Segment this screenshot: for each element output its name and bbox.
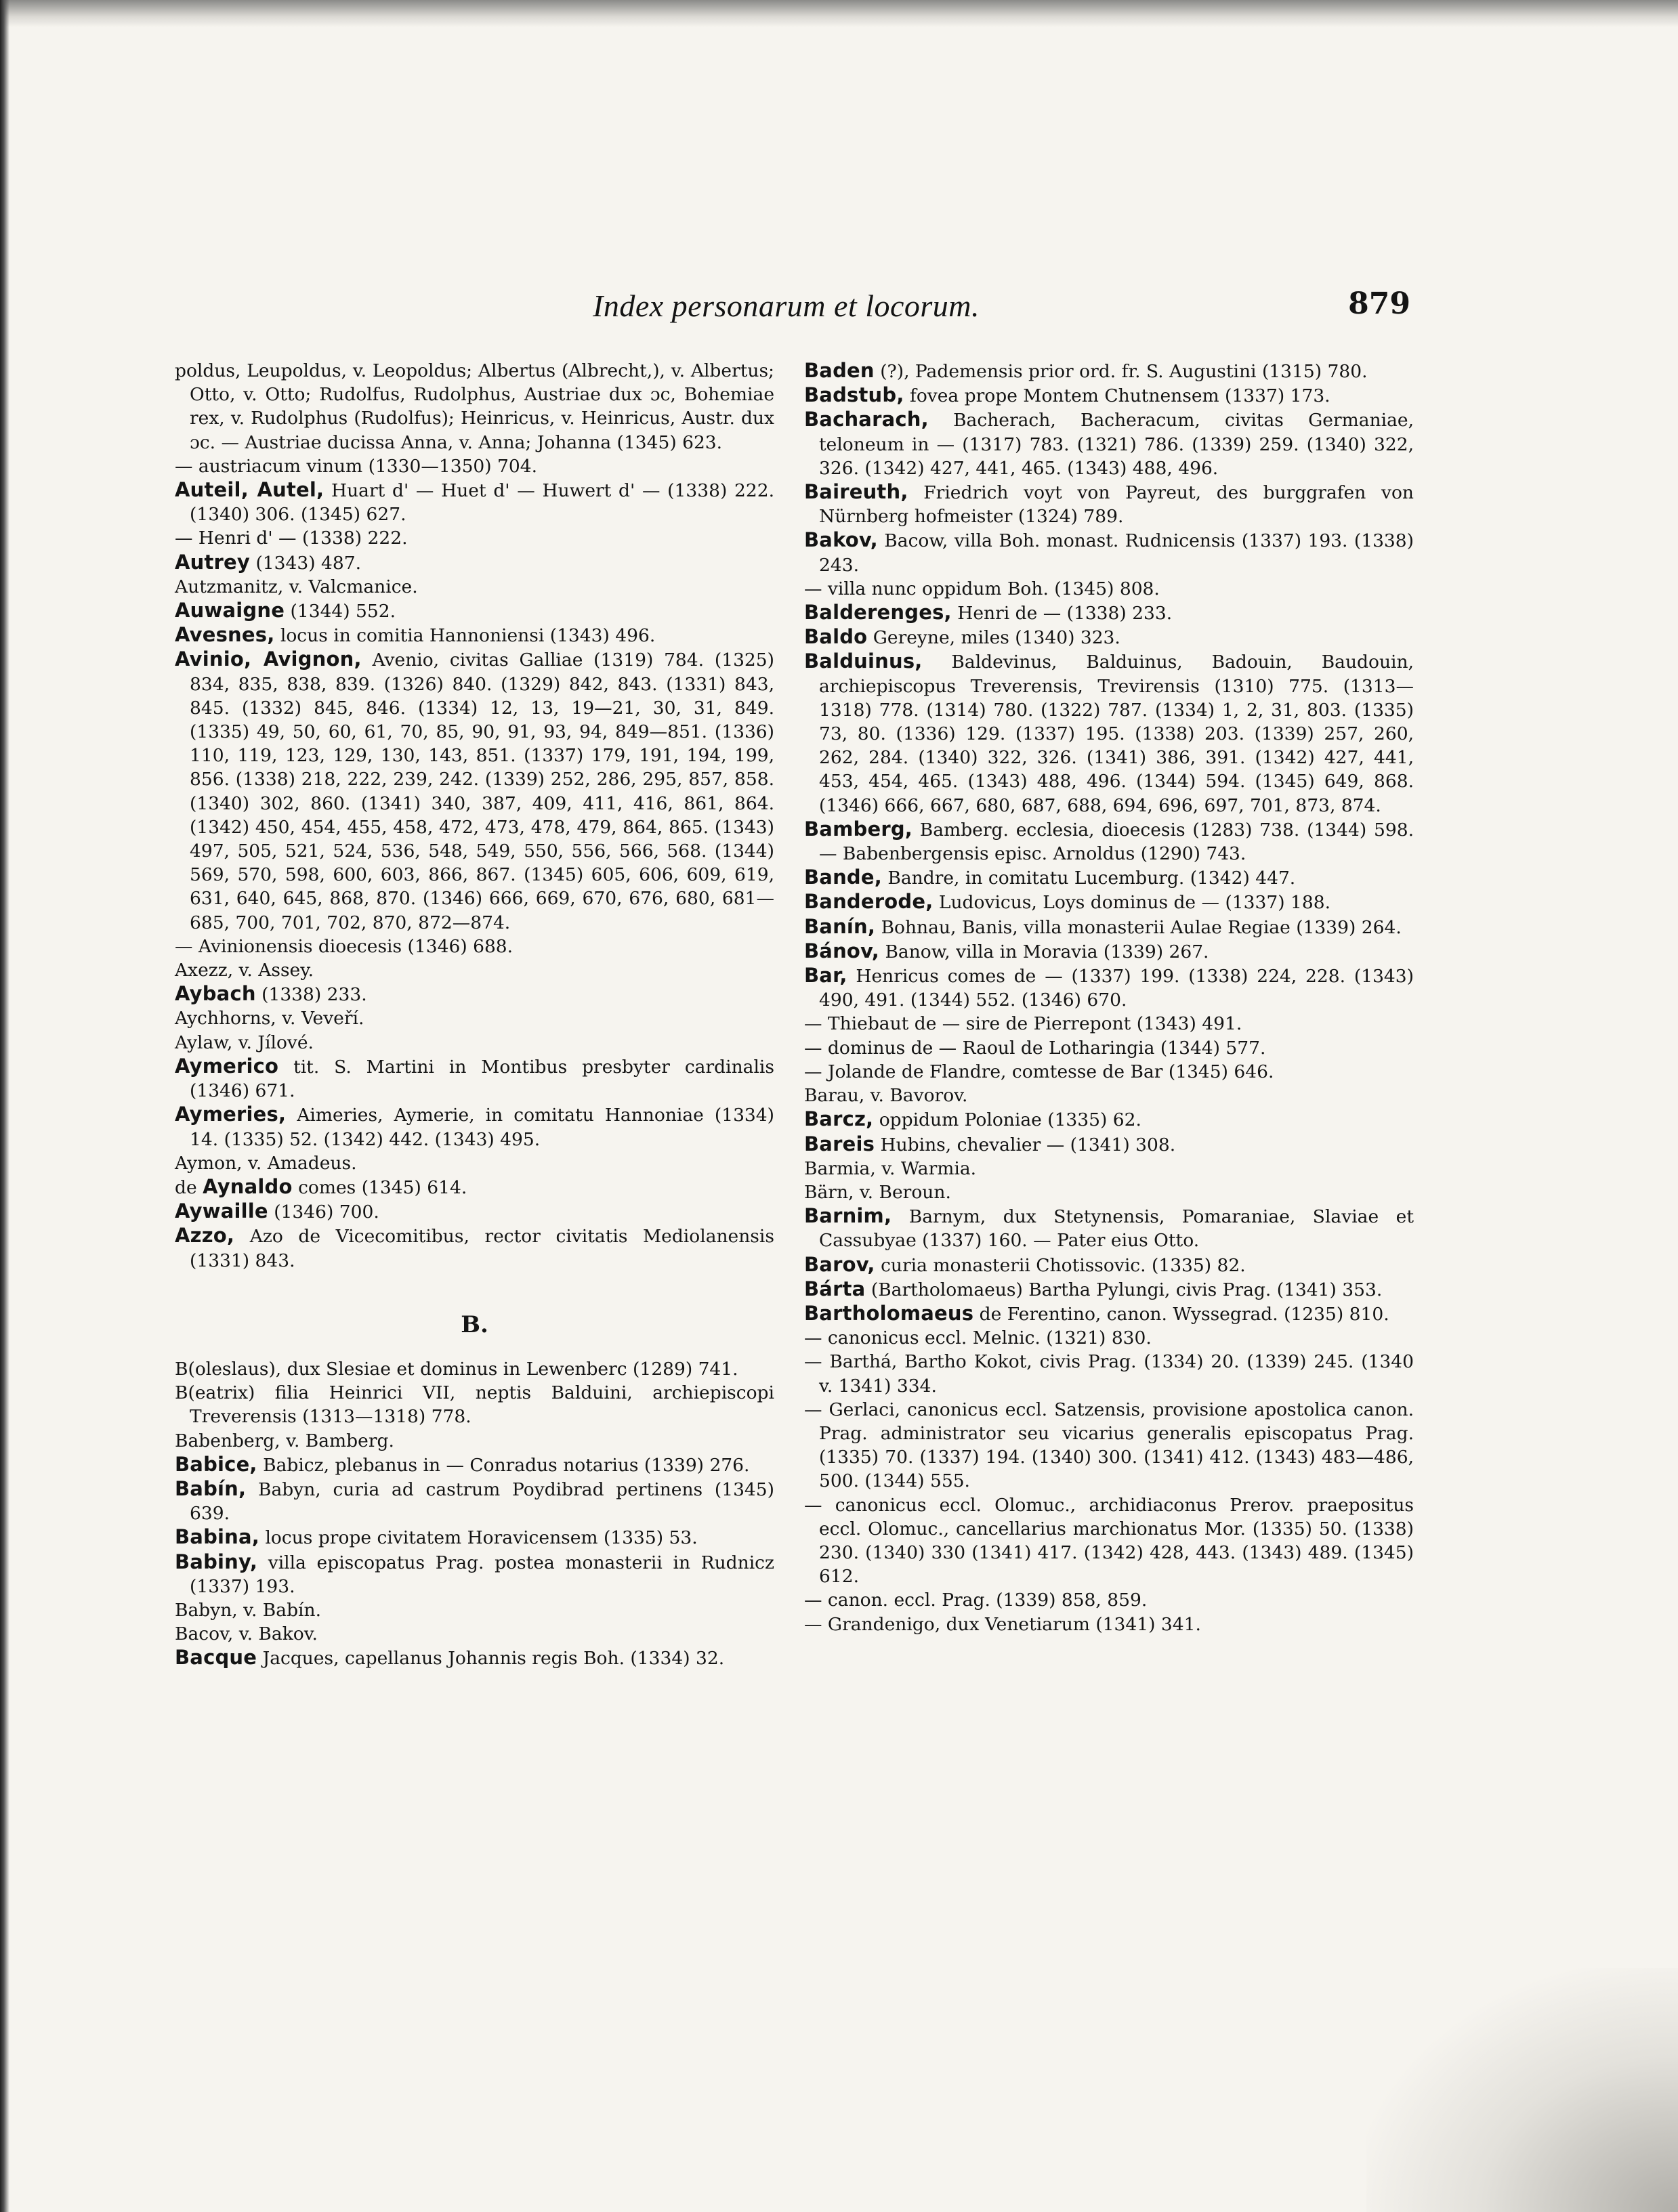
entry-headword: Baldo [804, 625, 868, 649]
entry-text: poldus, Leupoldus, v. Leopoldus; Albertus (Albrecht,), v. Albertus; Otto, v. Otto; Rudolfus, Rudolphus, Austriae dux ɔc, Bohemiae rex, v. Rudolphus (Rudolfus); Heinricus, v. Heinricus, Austr. dux ɔc. — Austriae ducissa Anna, v. Anna; Johanna (1345) 623. [175, 360, 774, 453]
entry-text: Bacov, v. Bakov. [175, 1623, 318, 1645]
entry-headword: Bárta [804, 1277, 866, 1300]
index-entry [804, 817, 1414, 866]
entry-text: — Gerlaci, canonicus eccl. Satzensis, provisione apostolica canon. Prag. administrator seu vicarius generalis episcopatus Prag. (1335) 70. (1337) 194. (1340) 300. (1341) 412. (1343) 483—486, 500. (1344) 555. [804, 1399, 1414, 1492]
entry-headword: Baireuth, [804, 480, 908, 504]
entry-text: villa episcopatus Prag. postea monasterii in Rudnicz (1337) 193. [190, 1552, 774, 1597]
index-entry [175, 1429, 774, 1453]
index-entry [804, 1012, 1414, 1036]
entry-headword: Balderenges, [804, 601, 952, 624]
entry-text: — Avinionensis dioecesis (1346) 688. [175, 935, 513, 957]
entry-headword: Bacque [175, 1646, 257, 1669]
index-entry [175, 526, 774, 550]
scan-left-edge [0, 0, 9, 2212]
index-entry [804, 1157, 1414, 1181]
index-entry [175, 1477, 774, 1525]
index-entry [804, 866, 1414, 890]
entry-text: Barau, v. Bavorov. [804, 1085, 968, 1107]
entry-headword: Avinio, Avignon, [175, 647, 362, 671]
index-entry [175, 1598, 774, 1622]
index-entry [175, 1381, 774, 1428]
index-entry [804, 1253, 1414, 1277]
page-number: 879 [1348, 286, 1410, 321]
index-entry [804, 1398, 1414, 1493]
index-entry [804, 915, 1414, 939]
index-entry [804, 383, 1414, 408]
index-entry [804, 650, 1414, 817]
index-entry [804, 1493, 1414, 1589]
scan-corner-shadow [1366, 1968, 1678, 2212]
entry-headword: Barnim, [804, 1204, 892, 1228]
entry-text: (1344) 552. [290, 601, 396, 622]
entry-headword: Banín, [804, 914, 876, 938]
entry-text: — canonicus eccl. Melnic. (1321) 830. [804, 1327, 1152, 1349]
entry-text: Henri de — (1338) 233. [957, 603, 1173, 624]
entry-headword: Banderode, [804, 890, 934, 914]
index-entry [175, 935, 774, 958]
entry-headword: Bareis [804, 1132, 875, 1155]
index-entry [804, 1036, 1414, 1060]
index-entry [175, 1357, 774, 1381]
entry-text: — canonicus eccl. Olomuc., archidiaconus Prerov. praepositus eccl. Olomuc., cancellarius marchionatus Mor. (1335) 50. (1338) 230. (1340) 330 (1341) 417. (1342) 428, 443. (1343) 489. (1345) 612. [804, 1494, 1414, 1588]
entry-text: — Barthá, Bartho Kokot, civis Prag. (1334) 20. (1339) 245. (1340 v. 1341) 334. [804, 1351, 1414, 1397]
index-entry [175, 575, 774, 599]
entry-text: B(eatrix) filia Heinrici VII, neptis Balduini, archiepiscopi Treverensis (1313—1318) 778. [175, 1382, 774, 1428]
entry-headword: Babiny, [175, 1550, 258, 1573]
entry-text: Hubins, chevalier — (1341) 308. [880, 1134, 1176, 1155]
entry-text: — Henri d' — (1338) 222. [175, 528, 408, 549]
entry-text: Babenberg, v. Bamberg. [175, 1430, 394, 1451]
entry-text: Aimeries, Aymerie, in comitatu Hannoniae (1334) 14. (1335) 52. (1342) 442. (1343) 495. [190, 1105, 774, 1150]
index-entry [175, 1525, 774, 1550]
entry-text: Gereyne, miles (1340) 323. [873, 627, 1120, 649]
entry-text: Babyn, curia ad castrum Poydibrad pertinens (1345) 639. [190, 1479, 774, 1525]
entry-headword: Babín, [175, 1476, 247, 1500]
index-entry [175, 1224, 774, 1272]
entry-headword: Balduinus, [804, 650, 923, 673]
index-entry [175, 599, 774, 623]
index-entry [804, 625, 1414, 650]
entry-text: Bärn, v. Beroun. [804, 1181, 951, 1203]
entry-headword: Aywaille [175, 1199, 268, 1223]
index-entry [175, 551, 774, 575]
index-entry [804, 1326, 1414, 1350]
entry-headword: Badstub, [804, 383, 904, 407]
scan-top-edge [0, 0, 1678, 27]
entry-text: (1346) 700. [274, 1201, 379, 1223]
entry-headword: Bande, [804, 866, 882, 889]
entry-headword: Babina, [175, 1525, 260, 1549]
entry-text: Aylaw, v. Jílové. [175, 1031, 314, 1053]
index-entry [804, 480, 1414, 528]
index-entry [804, 1277, 1414, 1302]
entry-headword: Avesnes, [175, 623, 275, 647]
index-entry [175, 359, 774, 454]
entry-text: Bohnau, Banis, villa monasterii Aulae Regiae (1339) 264. [881, 916, 1402, 938]
entry-headword: Azzo, [175, 1224, 235, 1248]
entry-text: (1338) 233. [261, 984, 367, 1006]
index-entry [804, 408, 1414, 480]
entry-text: Henricus comes de — (1337) 199. (1338) 224, 228. (1343) 490, 491. (1344) 552. (1346) 670. [819, 966, 1414, 1011]
entry-text: — canon. eccl. Prag. (1339) 858, 859. [804, 1590, 1148, 1611]
entry-text: Avenio, civitas Galliae (1319) 784. (1325) 834, 835, 838, 839. (1326) 840. (1329) 842, 843. (1331) 843, 845. (1332) 845, 846. (1334) 12, 13, 19—21, 30, 31, 849. (1335) 49, 50, 60, 61, 70, 85, 90, 91, 93, 94, 849—851. (1336) 110, 119, 123, 129, 130, 143, 851. (1337) 179, 191, 194, 199, 856. (1338) 218, 222, 239, 242. (1339) 252, 286, 295, 857, 858. (1340) 302, 860. (1341) 340, 387, 409, 411, 416, 861, 864. (1342) 450, 454, 455, 458, 472, 473, 478, 479, 864, 865. (1343) 497, 505, 521, 524, 536, 548, 549, 550, 556, 566, 568. (1344) 569, 570, 598, 600, 603, 866, 867. (1345) 605, 606, 609, 619, 631, 640, 645, 868, 870. (1346) 666, 669, 670, 676, 680, 681—685, 700, 701, 702, 870, 872—874. [190, 650, 774, 933]
entry-headword: Autrey [175, 550, 251, 574]
entry-text: Ludovicus, Loys dominus de — (1337) 188. [938, 892, 1331, 914]
entry-text: — austriacum vinum (1330—1350) 704. [175, 455, 538, 477]
entry-headword: Aynaldo [203, 1174, 293, 1198]
entry-text: tit. S. Martini in Montibus presbyter cardinalis (1346) 671. [190, 1056, 774, 1102]
index-entry [804, 1302, 1414, 1326]
index-entry [175, 1453, 774, 1477]
index-entry [175, 1550, 774, 1598]
left-column [175, 359, 774, 1671]
index-entry [804, 964, 1414, 1012]
entry-headword: Aymerico [175, 1054, 279, 1078]
entry-headword: Bacharach, [804, 408, 929, 431]
entry-headword: Bamberg, [804, 817, 913, 841]
index-entry [804, 1181, 1414, 1204]
index-entry [804, 939, 1414, 964]
section-letter: B. [461, 1311, 488, 1338]
entry-text: Aymon, v. Amadeus. [175, 1152, 357, 1174]
entry-text: — Jolande de Flandre, comtesse de Bar (1345) 646. [804, 1061, 1274, 1082]
entry-headword: Bánov, [804, 939, 879, 962]
entry-headword: Bakov, [804, 528, 878, 552]
index-entry [175, 1646, 774, 1670]
entry-text: Bacherach, Bacheracum, civitas Germaniae, teloneum in — (1317) 783. (1321) 786. (1339) 259. (1340) 322, 326. (1342) 427, 441, 465. (1343) 488, 496. [819, 410, 1414, 479]
entry-headword: Babice, [175, 1452, 257, 1476]
page-header [176, 288, 1410, 335]
index-entry [804, 601, 1414, 625]
entry-text: — Thiebaut de — sire de Pierrepont (1343) 491. [804, 1013, 1242, 1035]
entry-text: Barnym, dux Stetynensis, Pomaraniae, Slaviae et Cassubyae (1337) 160. — Pater eius Otto. [819, 1206, 1414, 1252]
entry-headword: Baden [804, 359, 875, 382]
index-entry [804, 1204, 1414, 1252]
index-entry [175, 1006, 774, 1030]
entry-text: Bamberg. ecclesia, dioecesis (1283) 738. (1344) 598. — Babenbergensis episc. Arnoldus (1290) 743. [819, 819, 1414, 865]
entry-text: Barmia, v. Warmia. [804, 1157, 977, 1179]
entry-text: (Bartholomaeus) Bartha Pylungi, civis Prag. (1341) 353. [871, 1279, 1383, 1300]
index-entry [175, 1151, 774, 1175]
index-entry [175, 982, 774, 1006]
entry-text: Jacques, capellanus Johannis regis Boh. (1334) 32. [262, 1648, 725, 1669]
entry-headword: Auteil, Autel, [175, 478, 324, 502]
entry-headword: Aybach [175, 982, 256, 1006]
right-column [804, 359, 1414, 1636]
entry-text: locus prope civitatem Horavicensem (1335) 53. [265, 1527, 698, 1549]
entry-headword: Bartholomaeus [804, 1301, 974, 1325]
index-entry [175, 454, 774, 478]
index-entry [175, 647, 774, 934]
index-entry [804, 1060, 1414, 1084]
entry-text: Azo de Vicecomitibus, rector civitatis Mediolanensis (1331) 843. [190, 1226, 774, 1271]
entry-text: — villa nunc oppidum Boh. (1345) 808. [804, 578, 1160, 599]
entry-text: Axezz, v. Assey. [175, 960, 314, 981]
index-entry [175, 1199, 774, 1224]
running-title: Index personarum et locorum. [593, 289, 980, 323]
index-entry [175, 958, 774, 982]
entry-text: — Grandenigo, dux Venetiarum (1341) 341. [804, 1613, 1201, 1635]
entry-text: Baldevinus, Balduinus, Badouin, Baudouin, archiepiscopus Treverensis, Trevirensis (1310) 775. (1313—1318) 778. (1314) 780. (1322) 787. (1334) 1, 2, 31, 803. (1335) 73, 80. (1336) 129. (1337) 195. (1338) 203. (1339) 257, 260, 262, 284. (1340) 322, 326. (1341) 386, 391. (1342) 427, 441, 453, 454, 465. (1343) 488, 496. (1344) 594. (1345) 649, 868. (1346) 666, 667, 680, 687, 688, 694, 696, 697, 701, 873, 874. [819, 652, 1414, 816]
entry-text: (1343) 487. [255, 552, 362, 574]
index-entry [804, 528, 1414, 576]
index-entry [804, 577, 1414, 601]
entry-text: — dominus de — Raoul de Lotharingia (1344) 577. [804, 1037, 1266, 1059]
entry-headword: Barcz, [804, 1107, 874, 1131]
entry-text: comes (1345) 614. [298, 1176, 467, 1198]
entry-headword: Bar, [804, 964, 847, 987]
index-entry [804, 1084, 1414, 1107]
entry-text: curia monasterii Chotissovic. (1335) 82. [881, 1254, 1246, 1276]
index-entry [175, 1175, 774, 1199]
entry-prefix: de [175, 1176, 203, 1198]
entry-text: Autzmanitz, v. Valcmanice. [175, 576, 418, 597]
entry-text: fovea prope Montem Chutnensem (1337) 173. [910, 385, 1330, 407]
entry-text: Babicz, plebanus in — Conradus notarius (1339) 276. [263, 1454, 750, 1476]
entry-text: (?), Pademensis prior ord. fr. S. Augustini (1315) 780. [880, 361, 1368, 382]
index-entry [804, 890, 1414, 914]
index-entry [175, 478, 774, 526]
entry-text: Bandre, in comitatu Lucemburg. (1342) 447. [887, 868, 1296, 889]
index-entry [804, 1613, 1414, 1636]
entry-text: Banow, villa in Moravia (1339) 267. [885, 941, 1209, 962]
entry-text: Huart d' — Huet d' — Huwert d' — (1338) 222. (1340) 306. (1345) 627. [190, 480, 774, 526]
index-entry [175, 1031, 774, 1055]
entry-text: de Ferentino, canon. Wyssegrad. (1235) 810. [979, 1303, 1389, 1325]
index-entry [804, 1588, 1414, 1612]
entry-headword: Aymeries, [175, 1103, 287, 1126]
entry-text: oppidum Poloniae (1335) 62. [879, 1109, 1141, 1131]
index-entry [804, 1107, 1414, 1132]
entry-text: Aychhorns, v. Veveří. [175, 1008, 364, 1029]
index-entry [175, 1622, 774, 1646]
index-entry [804, 359, 1414, 383]
index-entry [175, 1103, 774, 1151]
entry-text: locus in comitia Hannoniensi (1343) 496. [280, 625, 656, 647]
index-entry [804, 1132, 1414, 1157]
entry-text: Bacow, villa Boh. monast. Rudnicensis (1337) 193. (1338) 243. [819, 530, 1414, 576]
index-entry [804, 1350, 1414, 1397]
index-entry [175, 623, 774, 647]
index-entry [175, 1055, 774, 1103]
entry-headword: Barov, [804, 1252, 875, 1276]
entry-text: Babyn, v. Babín. [175, 1599, 321, 1621]
entry-headword: Auwaigne [175, 599, 285, 622]
entry-text: B(oleslaus), dux Slesiae et dominus in Lewenberc (1289) 741. [175, 1358, 738, 1380]
entry-text: Friedrich voyt von Payreut, des burggrafen von Nürnberg hofmeister (1324) 789. [819, 482, 1414, 528]
